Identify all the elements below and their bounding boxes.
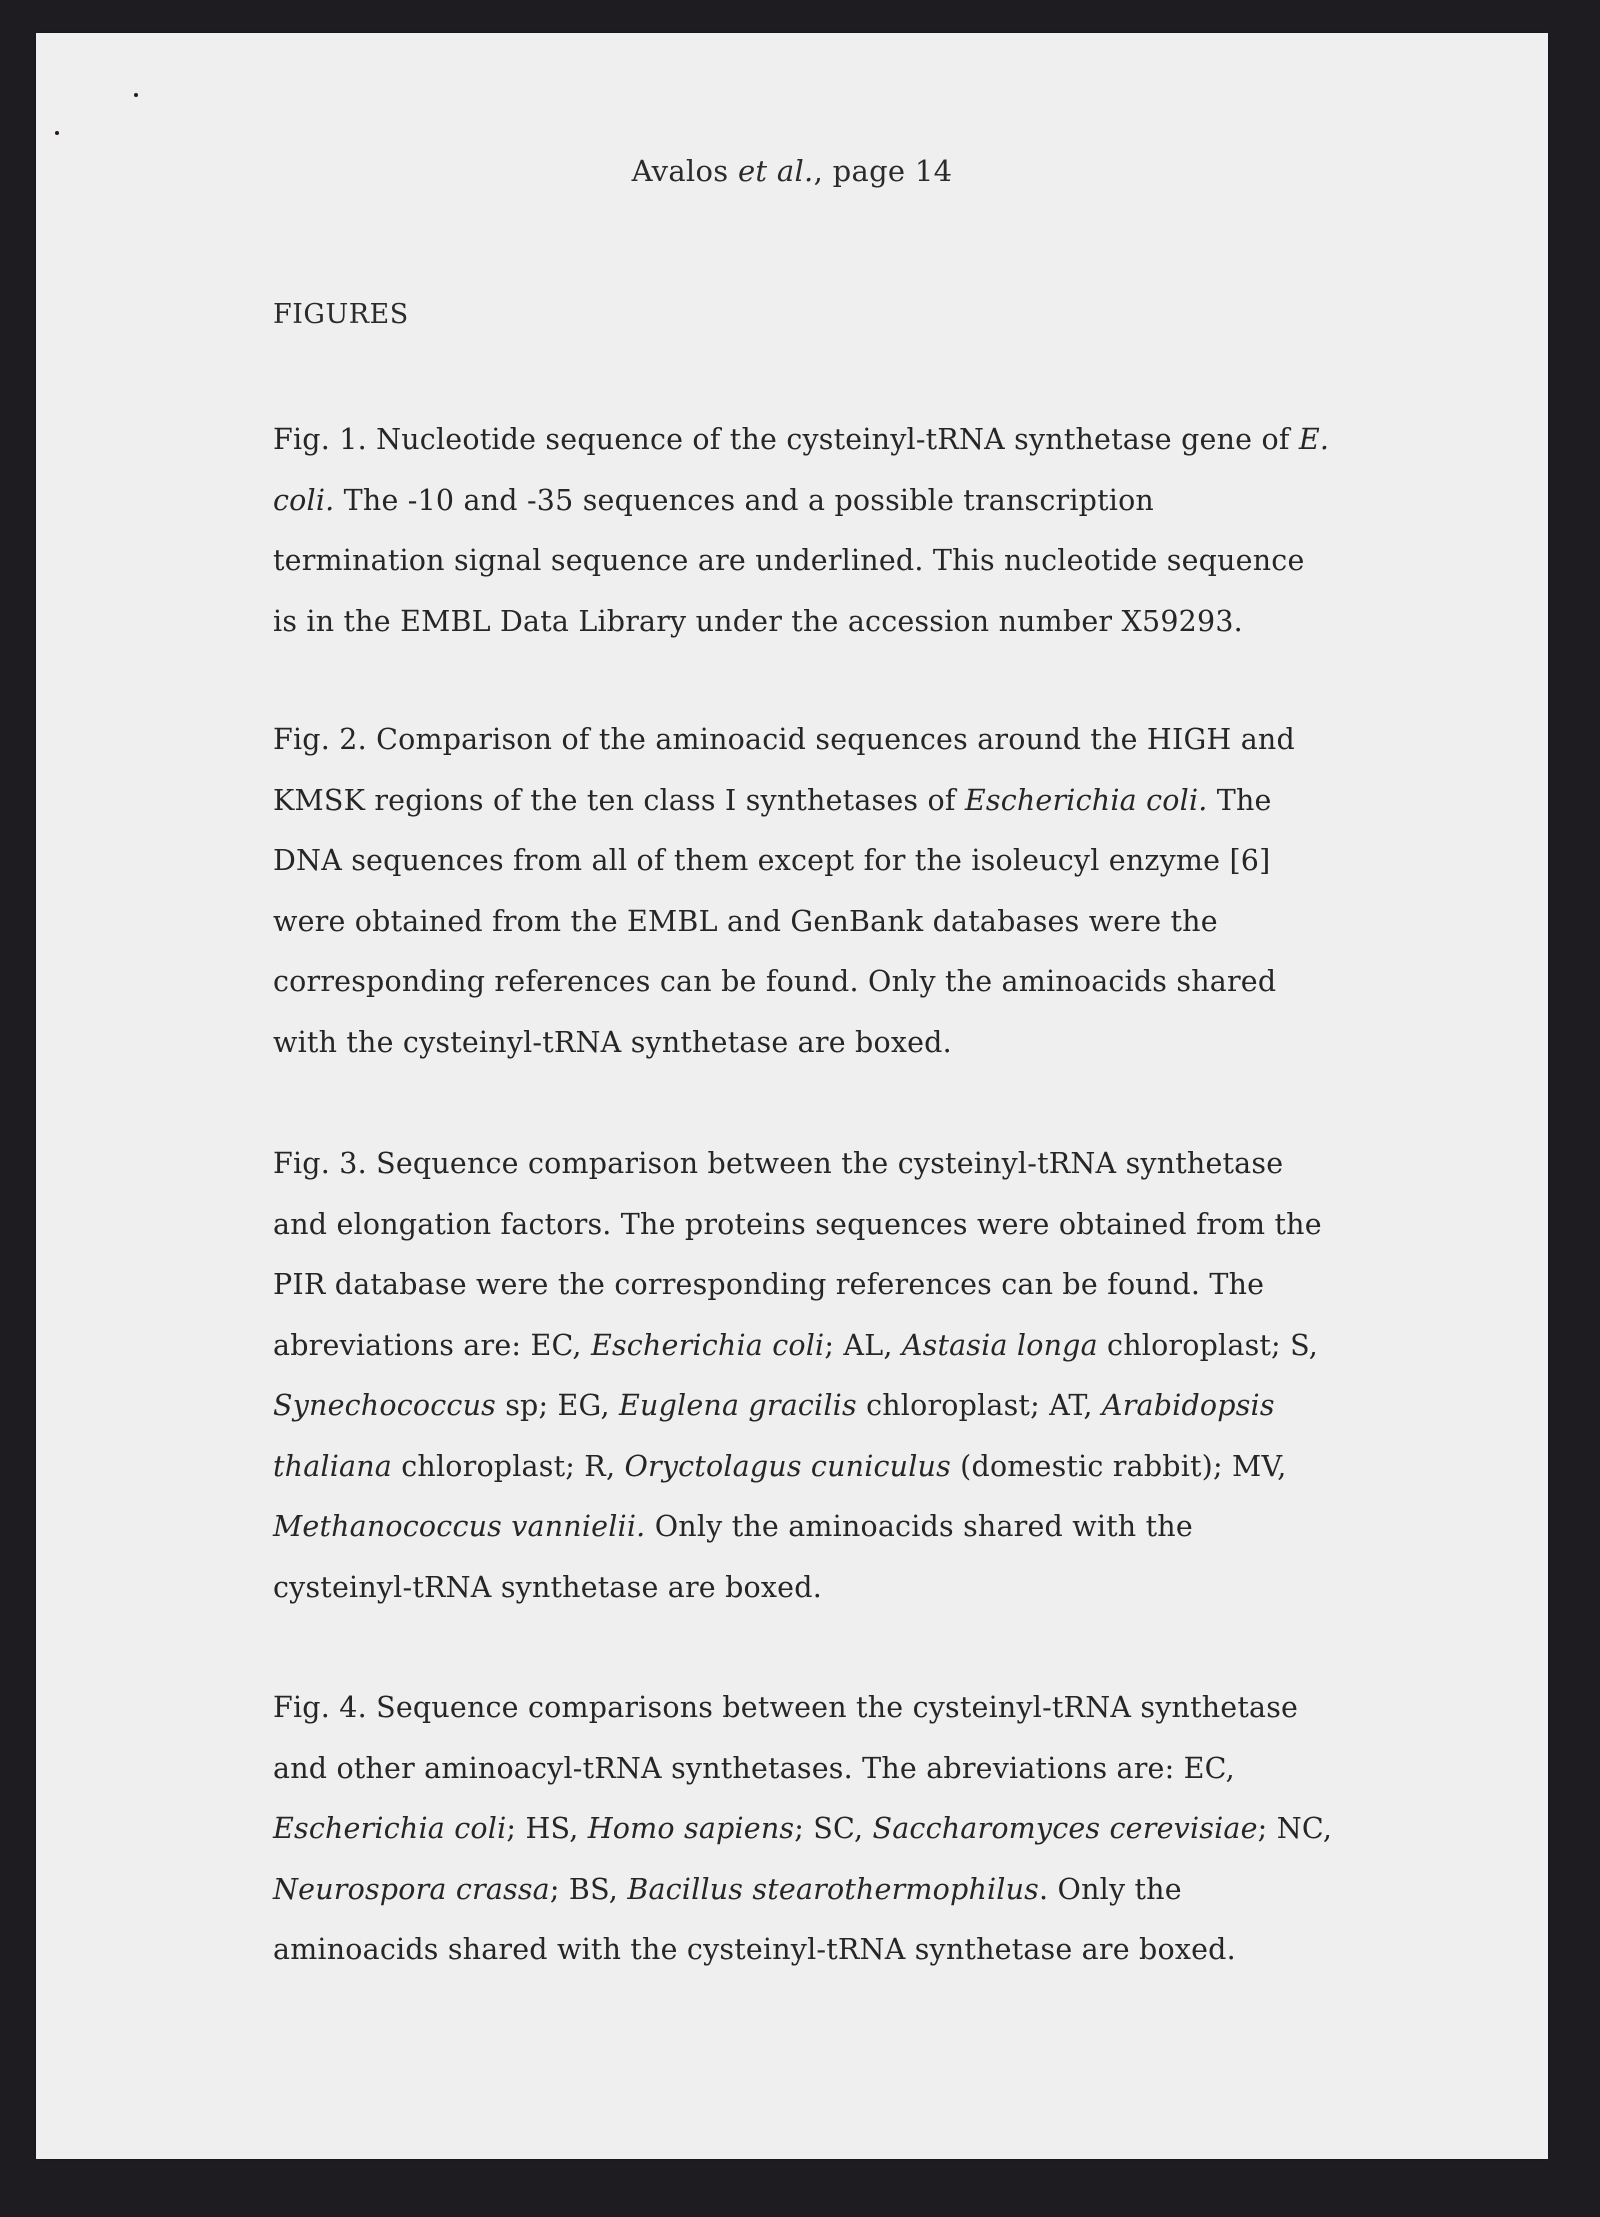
caption-text: were obtained from the EMBL and GenBank databases were the (273, 904, 1218, 938)
caption-text: termination signal sequence are underlined. This nucleotide sequence (273, 544, 1305, 577)
caption-text: cysteinyl-tRNA synthetase are boxed. (273, 1570, 822, 1604)
italic-term: Saccharomyces cerevisiae (872, 1812, 1258, 1845)
paper-speck (134, 93, 138, 97)
caption-line (273, 831, 1443, 892)
caption-text: ; NC, (1257, 1812, 1333, 1845)
caption-text: PIR database were the corresponding references can be found. The (273, 1268, 1265, 1301)
italic-term: Oryctolagus cuniculus (624, 1449, 951, 1483)
caption-text: is in the EMBL Data Library under the accession number X59293. (273, 604, 1243, 638)
caption-text: Fig. 1. Nucleotide sequence of the cysteinyl-tRNA synthetase gene of (273, 423, 1299, 456)
caption-line (273, 1437, 1443, 1498)
caption-text: ; AL, (824, 1328, 902, 1362)
caption-text: ; HS, (506, 1812, 588, 1845)
caption-text: and other aminoacyl-tRNA synthetases. The abreviations are: EC, (273, 1751, 1235, 1785)
caption-text: Fig. 4. Sequence comparisons between the cysteinyl-tRNA synthetase (273, 1691, 1299, 1724)
caption-text: chloroplast; S, (1097, 1328, 1319, 1362)
italic-term: Astasia longa (901, 1328, 1098, 1362)
document-page (36, 33, 1548, 2159)
paper-speck (55, 131, 59, 135)
caption-line (273, 1255, 1443, 1316)
caption-text: . Only the (1039, 1872, 1182, 1906)
figure-caption-3 (273, 1134, 1443, 1618)
caption-line (273, 892, 1443, 953)
caption-text: The (1207, 783, 1272, 817)
italic-term: Escherichia coli (590, 1328, 825, 1362)
italic-term: Neurospora crassa (273, 1872, 550, 1906)
caption-text: sp; EG, (495, 1389, 620, 1422)
page-header (36, 154, 1548, 188)
caption-text: chloroplast; AT, (856, 1389, 1102, 1422)
caption-line (273, 471, 1443, 532)
italic-term: Methanococcus vannielii. (273, 1510, 646, 1543)
caption-line (273, 1134, 1443, 1195)
caption-text: ; SC, (794, 1812, 873, 1845)
caption-line (273, 592, 1443, 653)
italic-term: Escherichia coli. (964, 783, 1208, 817)
italic-term: Arabidopsis (1101, 1389, 1275, 1422)
figure-caption-4 (273, 1678, 1443, 1981)
caption-text: chloroplast; R, (391, 1449, 625, 1483)
italic-term: Homo sapiens (587, 1812, 795, 1845)
caption-line (273, 952, 1443, 1013)
figure-caption-2 (273, 710, 1443, 1073)
caption-line (273, 1376, 1443, 1437)
figure-caption-1 (273, 410, 1443, 652)
caption-text: corresponding references can be found. Only the aminoacids shared (273, 965, 1277, 998)
caption-text: and elongation factors. The proteins sequences were obtained from the (273, 1207, 1322, 1241)
caption-line (273, 531, 1443, 592)
caption-text: KMSK regions of the ten class I synthetases of (273, 783, 965, 817)
caption-line (273, 771, 1443, 832)
italic-term: coli. (273, 483, 335, 517)
caption-line (273, 1920, 1443, 1981)
caption-line (273, 1195, 1443, 1256)
caption-text: (domestic rabbit); MV, (950, 1449, 1287, 1483)
caption-text: aminoacids shared with the cysteinyl-tRNA synthetase are boxed. (273, 1933, 1236, 1966)
caption-line (273, 1739, 1443, 1800)
caption-text: with the cysteinyl-tRNA synthetase are boxed. (273, 1025, 952, 1059)
italic-term: E. (1298, 423, 1330, 456)
caption-text: Fig. 2. Comparison of the aminoacid sequences around the HIGH and (273, 723, 1295, 756)
italic-term: Euglena gracilis (619, 1389, 857, 1422)
italic-term: Bacillus stearothermophilus (627, 1872, 1040, 1906)
caption-text: Fig. 3. Sequence comparison between the cysteinyl-tRNA synthetase (273, 1147, 1284, 1180)
caption-line (273, 1860, 1443, 1921)
caption-line (273, 710, 1443, 771)
caption-line (273, 1497, 1443, 1558)
italic-term: Synechococcus (273, 1389, 496, 1422)
section-title: FIGURES (273, 299, 409, 330)
italic-term: thaliana (273, 1449, 392, 1483)
caption-line (273, 1316, 1443, 1377)
italic-term: Escherichia coli (273, 1812, 507, 1845)
caption-line (273, 1799, 1443, 1860)
caption-line (273, 1013, 1443, 1074)
caption-text: DNA sequences from all of them except for the isoleucyl enzyme [6] (273, 844, 1271, 877)
caption-line (273, 410, 1443, 471)
caption-line (273, 1678, 1443, 1739)
caption-text: ; BS, (549, 1872, 628, 1906)
caption-text: The -10 and -35 sequences and a possible transcription (334, 483, 1154, 517)
header-page-label: , page 14 (813, 154, 953, 188)
header-etal: et al. (737, 154, 814, 188)
caption-text: abreviations are: EC, (273, 1328, 591, 1362)
caption-line (273, 1558, 1443, 1619)
caption-text: Only the aminoacids shared with the (645, 1510, 1193, 1543)
header-author: Avalos (631, 154, 729, 188)
